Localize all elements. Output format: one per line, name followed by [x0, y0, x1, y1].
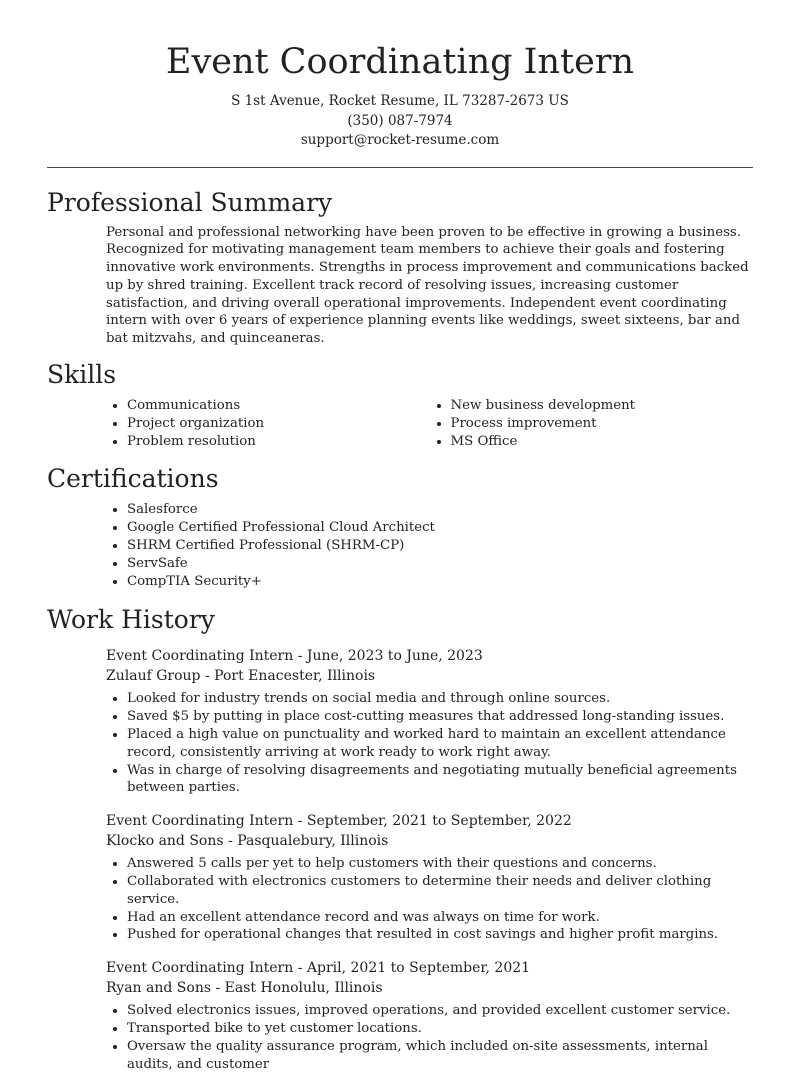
job-bullets [106, 690, 753, 797]
job-bullet: • Transported bike to yet customer locations. [127, 1020, 753, 1038]
certification-item: • Google Certified Professional Cloud Architect [127, 519, 753, 537]
job-bullet: • Was in charge of resolving disagreements and negotiating mutually beneficial agreements between parties. [127, 762, 753, 798]
job-title: Event Coordinating Intern - April, 2021 to September, 2021 [106, 960, 531, 977]
resume-page [47, 0, 753, 1073]
certification-item: • ServSafe [127, 555, 753, 573]
certifications-section [47, 463, 753, 590]
job-bullet: • Looked for industry trends on social media and through online sources. [127, 690, 753, 708]
skill-item: • Project organization [127, 415, 430, 433]
skill-item: • Problem resolution [127, 433, 430, 451]
job-bullets [106, 1002, 753, 1073]
job-bullet: • Saved $5 by putting in place cost-cutting measures that addressed long-standing issues. [127, 708, 753, 726]
job-bullet: • Solved electronics issues, improved operations, and provided excellent customer service. [127, 1002, 753, 1020]
email: support@rocket-resume.com [300, 132, 500, 148]
skills-section [47, 359, 753, 450]
skill-item: • Communications [127, 397, 430, 415]
job-bullets [106, 855, 753, 944]
certifications-list [106, 501, 753, 590]
summary-text: Personal and professional networking have been proven to be effective in growing a business. Recognized for motivating management team members to achieve their goals and fostering innovative work environments. Strengths in process improvement and communications backed up by shred training. Excellent track record of resolving issues, increasing customer satisfaction, and driving overall operational improvements. Independent event coordinating intern with over 6 years of experience planning events like weddings, sweet sixteens, bar and bat mitzvahs, and quinceaneras. [106, 224, 749, 347]
job-company: Ryan and Sons - East Honolulu, Illinois [106, 980, 383, 997]
phone: (350) 087-7974 [347, 112, 453, 129]
certifications-heading: Certifications [47, 464, 219, 494]
contact-block [47, 92, 753, 151]
skills-heading: Skills [47, 360, 117, 390]
certification-item: • CompTIA Security+ [127, 573, 753, 591]
job-entry [47, 811, 753, 944]
certification-item: • SHRM Certified Professional (SHRM-CP) [127, 537, 753, 555]
job-bullet: • Had an excellent attendance record and was always on time for work. [127, 909, 753, 927]
certification-item: • Salesforce [127, 501, 753, 519]
job-title: Event Coordinating Intern - September, 2021 to September, 2022 [106, 813, 572, 830]
header-divider [47, 167, 753, 168]
job-bullet: • Collaborated with electronics customers to determine their needs and deliver clothing service. [127, 873, 753, 909]
job-company: Klocko and Sons - Pasqualebury, Illinois [106, 833, 389, 850]
job-entry [47, 958, 753, 1073]
address: S 1st Avenue, Rocket Resume, IL 73287-2673 US [231, 93, 569, 109]
job-bullet: • Oversaw the quality assurance program, which included on-site assessments, internal audits, and customer [127, 1038, 753, 1073]
summary-section [47, 187, 753, 349]
skill-item: • Process improvement [451, 415, 754, 433]
job-entry [47, 646, 753, 797]
job-company: Zulauf Group - Port Enacester, Illinois [106, 668, 376, 685]
job-title: Event Coordinating Intern - June, 2023 to June, 2023 [106, 648, 483, 665]
job-bullet: • Pushed for operational changes that resulted in cost savings and higher profit margins. [127, 926, 753, 944]
work-history-heading: Work History [47, 605, 215, 635]
skill-item: • MS Office [451, 433, 754, 451]
job-bullet: • Answered 5 calls per yet to help customers with their questions and concerns. [127, 855, 753, 873]
candidate-name: Event Coordinating Intern [165, 42, 635, 82]
summary-heading: Professional Summary [47, 187, 333, 217]
skill-item: • New business development [451, 397, 754, 415]
skills-columns [106, 397, 753, 450]
skills-list-left [106, 397, 430, 450]
work-history-section [47, 604, 753, 1073]
job-bullet: • Placed a high value on punctuality and worked hard to maintain an excellent attendance record, consistently arriving at work ready to work right away. [127, 726, 753, 762]
skills-list-right [430, 397, 754, 450]
